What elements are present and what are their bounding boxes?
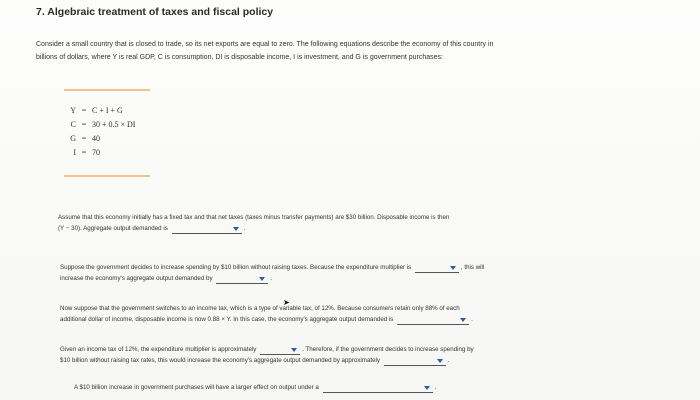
mouse-cursor-icon: ➤ <box>283 298 290 307</box>
equation-row: I = 70 <box>73 147 100 157</box>
tax-type-dropdown[interactable] <box>323 384 433 393</box>
output-increase-dropdown[interactable] <box>216 275 268 284</box>
intro-line-1: Consider a small country that is closed to trade, so its net exports are equal to zero. The following equations describe the economy of this country in <box>36 41 494 48</box>
bottom-divider <box>64 175 150 177</box>
equation-block <box>62 103 135 159</box>
equation-row: Y = C + I + G <box>70 105 123 115</box>
expenditure-multiplier-dropdown[interactable] <box>415 264 459 273</box>
chevron-down-icon <box>424 386 430 390</box>
chevron-down-icon <box>259 277 265 281</box>
question-2: Suppose the government decides to increase spending by $10 billion without raising taxes. Because the expenditure multiplier is , this will increase the economy's aggregate output demanded by . <box>60 264 485 282</box>
top-divider <box>64 89 150 91</box>
chevron-down-icon <box>460 318 466 322</box>
chevron-down-icon <box>233 227 239 231</box>
tax-output-increase-dropdown[interactable] <box>384 357 446 366</box>
question-5: A $10 billion increase in government purchases will have a larger effect on output under a . <box>74 384 437 391</box>
tax-multiplier-dropdown[interactable] <box>260 346 300 355</box>
aggregate-output-dropdown[interactable] <box>172 225 242 234</box>
chevron-down-icon <box>450 266 456 270</box>
question-3: Now suppose that the government switches to an income tax, which is a type of variable tax, of 12%. Because consumers retain only 88% of each additional dollar of income, disposable income is now 0.88 × Y. In this case, the economy's aggregate output demanded is . <box>60 305 473 323</box>
income-tax-output-dropdown[interactable] <box>397 316 469 325</box>
question-4: Given an income tax of 12%, the expenditure multiplier is approximately . Therefore, if the government decides to increase spending by $10 billion without raising tax rates, this would increase the economy's aggregate output demanded by approximately . <box>60 346 474 364</box>
chevron-down-icon <box>291 348 297 352</box>
question-title: 7. Algebraic treatment of taxes and fiscal policy <box>36 6 274 18</box>
equation-row: G = 40 <box>70 133 100 143</box>
intro-line-2: billions of dollars, where Y is real GDP, C is consumption, DI is disposable income, I is investment, and G is government purchases: <box>36 54 443 61</box>
equation-row: C = 30 + 0.5 × DI <box>70 119 136 129</box>
intro-text <box>36 38 682 64</box>
chevron-down-icon <box>437 359 443 363</box>
question-1: Assume that this economy initially has a fixed tax and that net taxes (taxes minus transfer payments) are $30 billion. Disposable income is then (Y − 30). Aggregate output demanded is . <box>58 214 450 232</box>
